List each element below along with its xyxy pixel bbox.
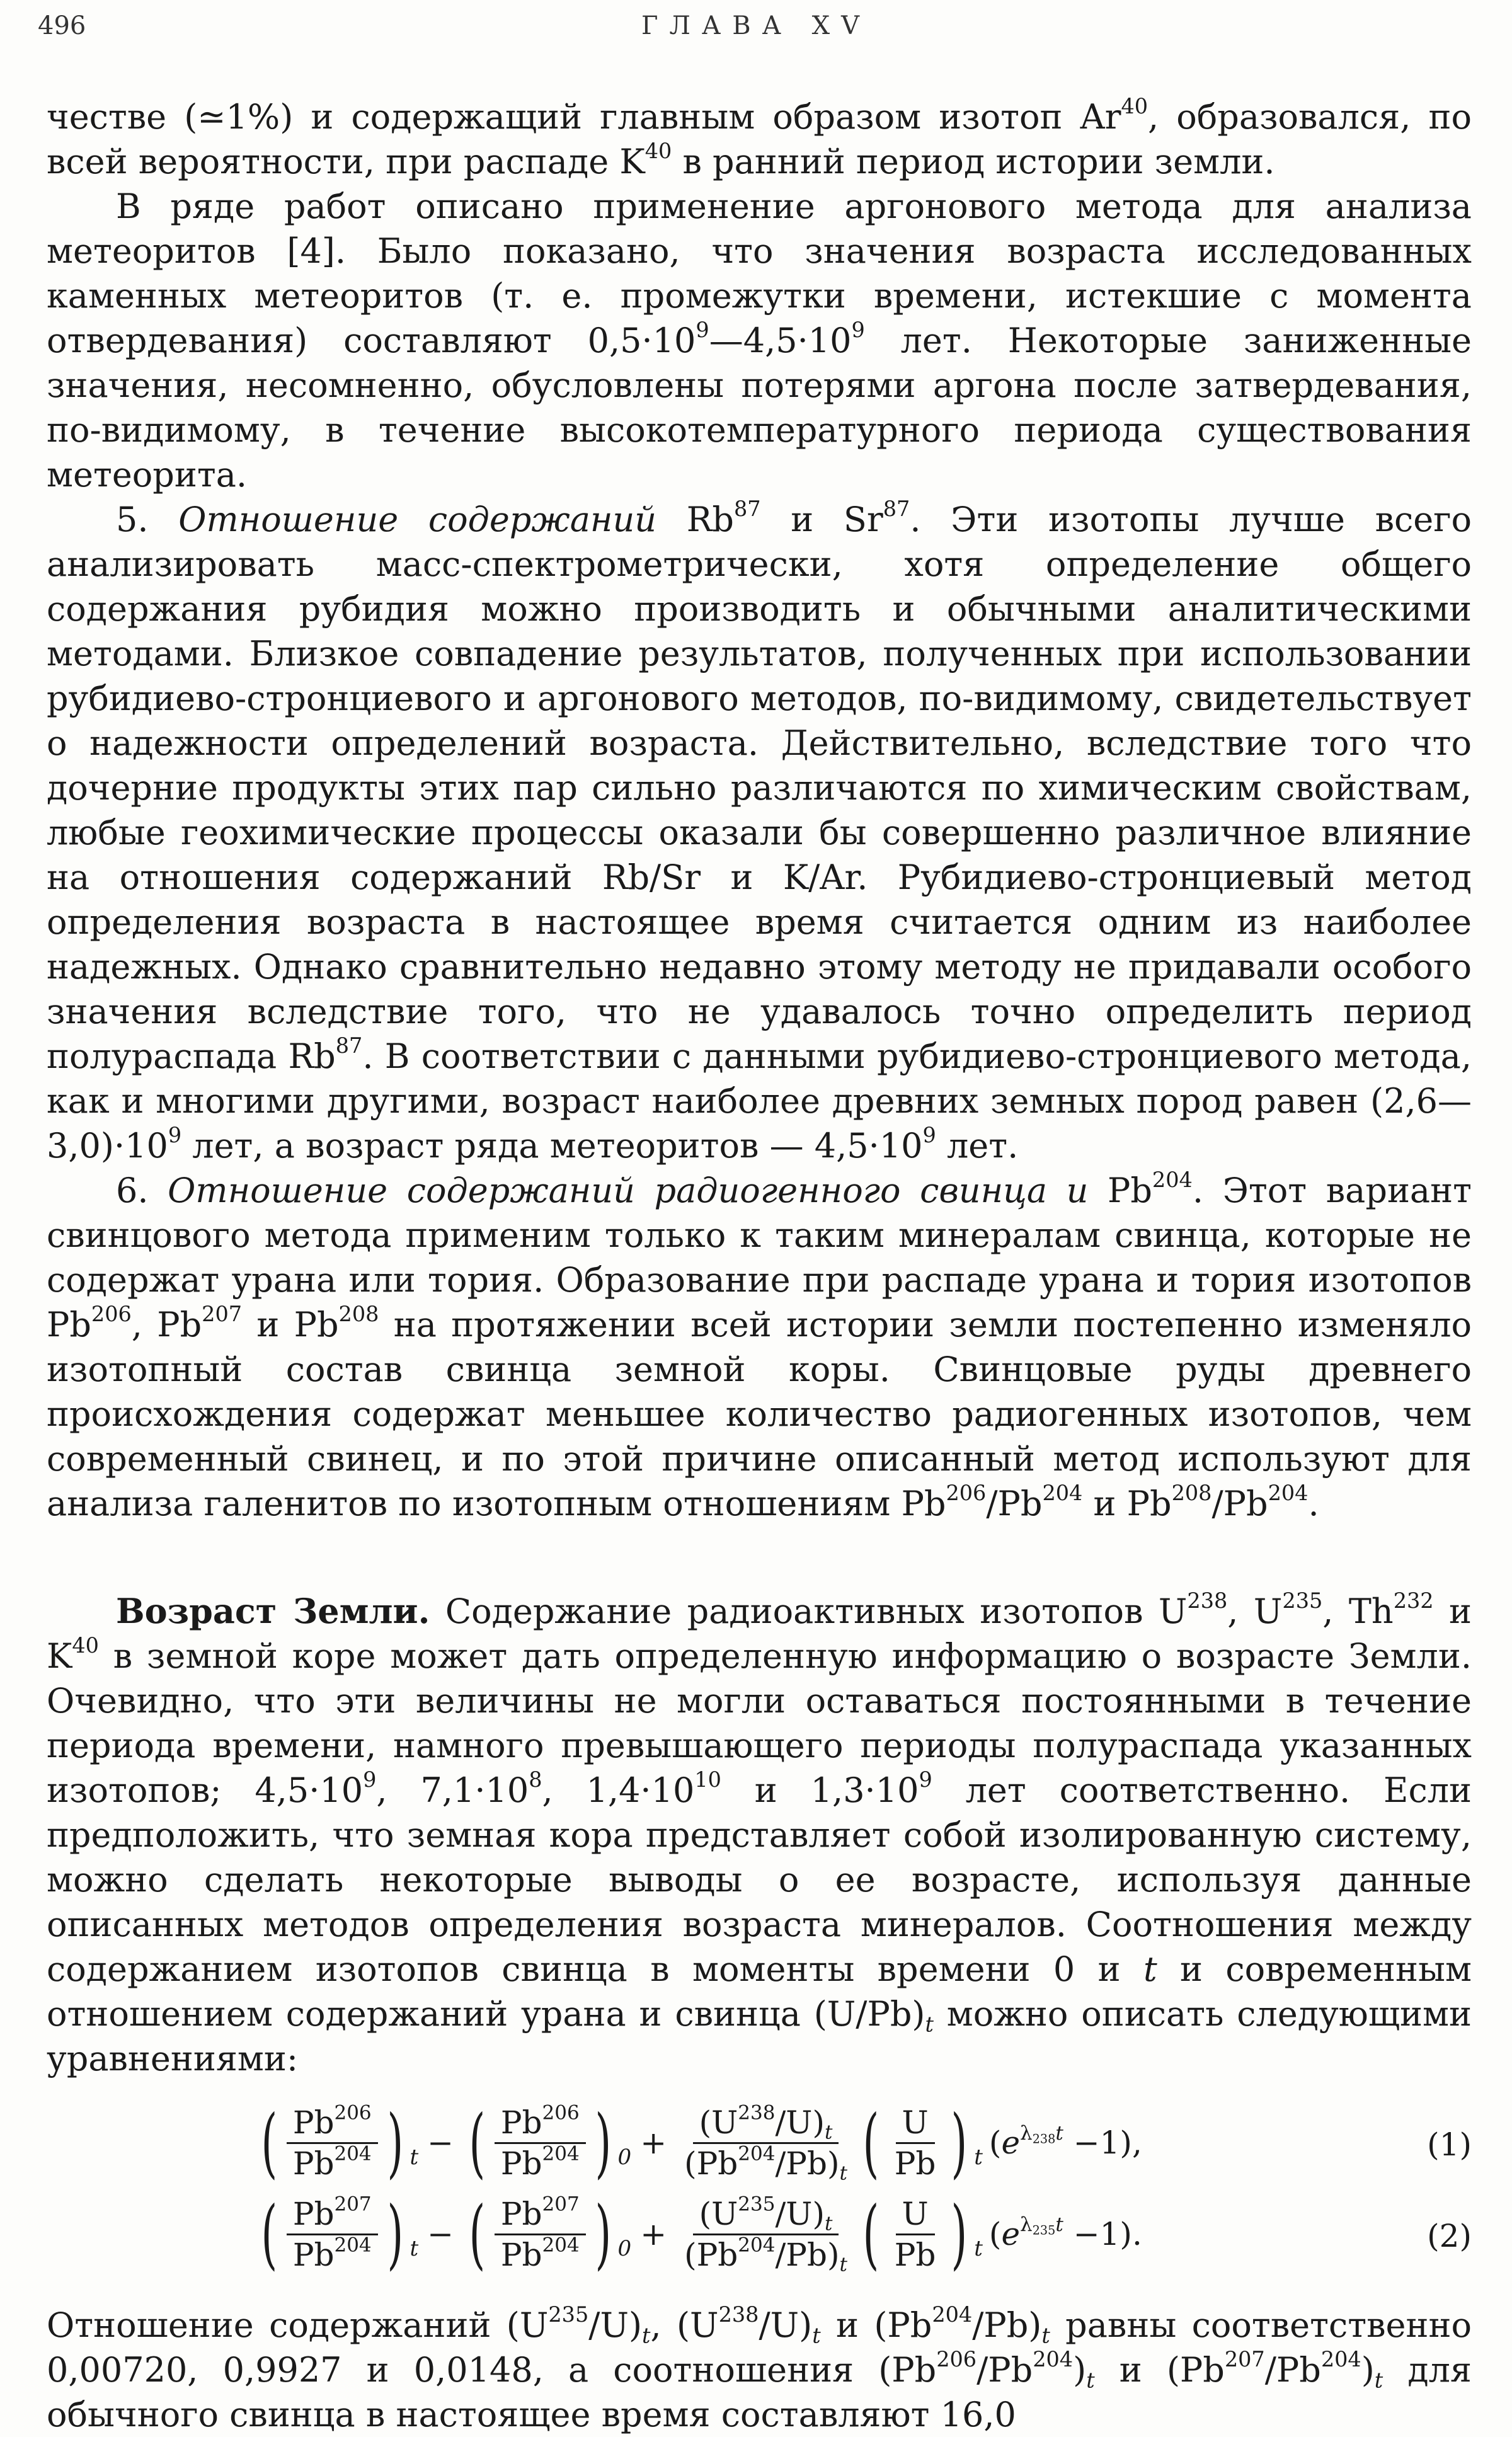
running-header bbox=[38, 11, 1474, 49]
exponential-term: $(e^{\lambda_{238}t} -1)$ bbox=[988, 2121, 1132, 2161]
u-pb-ratio: $\frac{U}{Pb}$ bbox=[894, 2104, 936, 2182]
lead-ratio: $\frac{Pb^{207}}{Pb^{204}}$ bbox=[495, 2196, 586, 2273]
lead-ratio: $\frac{Pb^{206}}{Pb^{204}}$ bbox=[495, 2104, 586, 2182]
equation-2 bbox=[47, 2189, 1472, 2280]
uranium-lead-coefficient: $\frac{(U^{238}/U)_t}{(Pb^{204}/Pb)_t}$ bbox=[684, 2101, 847, 2185]
equations bbox=[47, 2097, 1472, 2280]
body-text bbox=[47, 95, 1472, 2437]
equation-expression: ( $\frac{Pb^{206}}{Pb^{204}}$ ) t − ( $\frac{Pb^{206}}{Pb^{204}}$ ) 0 + $\frac{(U^{238}/U)_t}{(Pb^{204}/Pb)_t}$ ( $\frac{U}{Pb}$ ) t $(e^{\lambda_{238}t} -1)$ , bbox=[261, 2099, 1142, 2187]
equation-expression: ( $\frac{Pb^{207}}{Pb^{204}}$ ) t − ( $\frac{Pb^{207}}{Pb^{204}}$ ) 0 + $\frac{(U^{235}/U)_t}{(Pb^{204}/Pb)_t}$ ( $\frac{U}{Pb}$ ) t $(e^{\lambda_{235}t} -1)$ . bbox=[261, 2190, 1142, 2278]
lead-ratio: $\frac{Pb^{207}}{Pb^{204}}$ bbox=[287, 2196, 378, 2273]
u-pb-ratio: $\frac{U}{Pb}$ bbox=[894, 2196, 936, 2273]
section-title-rb-sr: Отношение содержаний bbox=[178, 500, 657, 539]
uranium-lead-coefficient: $\frac{(U^{235}/U)_t}{(Pb^{204}/Pb)_t}$ bbox=[684, 2193, 847, 2276]
equation-number: (2) bbox=[1427, 2218, 1472, 2254]
paragraph-ratios: Отношение содержаний $(U^{235}/U)_t$, $(U^{238}/U)_t$ и $(Pb^{204}/Pb)_t$ равны соответственно 0,00720, 0,9927 и 0,0148, а соотношения $(Pb^{206}/Pb^{204})_t$ и $(Pb^{207}/Pb^{204})_t$ для обычного свинца в настоящее время составляют 16,0 bbox=[47, 2302, 1472, 2434]
paragraph-1: честве (≃1%) и содержащий главным образом изотоп Ar$^{40}$, образовался, по всей вероятности, при распаде $K^{40}$ в ранний период истории земли. bbox=[47, 93, 1472, 181]
equation-1 bbox=[47, 2097, 1472, 2189]
page-number: 496 bbox=[38, 11, 86, 40]
section-heading-earth-age: Возраст Земли. bbox=[116, 1591, 430, 1631]
equation-number: (1) bbox=[1427, 2126, 1472, 2163]
section-title-radiogenic-lead: Отношение содержаний радиогенного свинца и bbox=[168, 1171, 1089, 1210]
lead-ratio: $\frac{Pb^{206}}{Pb^{204}}$ bbox=[287, 2104, 378, 2182]
paragraph-2: В ряде работ описано применение аргонового метода для анализа метеоритов [4]. Было показано, что значения возраста исследованных каменных метеоритов (т. е. промежутки времени, истекшие с момента отвердевания) составляют $0,5\cdot 10^9—4,5\cdot 10^9$ лет. Некоторые заниженные значения, несомненно, обусловлены потерями аргона после затвердевания, по-видимому, в течение высокотемпературного периода существования метеорита. bbox=[47, 186, 1472, 495]
paragraph-earth-age: Возраст Земли. Содержание радиоактивных изотопов $U^{238}$, $U^{235}$, Th$^{232}$ и $K^{40}$ в земной коре может дать определенную информацию о возрасте Земли. Очевидно, что эти величины не могли оставаться постоянными в течение периода времени, намного превышающего периоды полураспада указанных изотопов; $4,5\cdot 10^9$, $7,1\cdot 10^8$, $1,4\cdot 10^{10}$ и $1,3\cdot 10^9$ лет соответственно. Если предположить, что земная кора представляет собой изолированную систему, можно сделать некоторые выводы о ее возрасте, используя данные описанных методов определения возраста минералов. Соотношения между содержанием изотопов свинца в моменты времени 0 и t и современным отношением содержаний урана и свинца $(U/Pb)_t$ можно описать следующими уравнениями: bbox=[47, 1588, 1472, 2079]
paragraph-radiogenic-lead: 6. Отношение содержаний радиогенного свинца и Pb$^{204}$. Этот вариант свинцового метода применим только к таким минералам свинца, которые не содержат урана или тория. Образование при распаде урана и тория изотопов Pb$^{206}$, Pb$^{207}$ и Pb$^{208}$ на протяжении всей истории земли постепенно изменяло изотопный состав свинца земной коры. Свинцовые руды древнего происхождения содержат меньшее количество радиогенных изотопов, чем современный свинец, и по этой причине описанный метод используют для анализа галенитов по изотопным отношениям Pb$^{206}$/Pb$^{204}$ и Pb$^{208}$/Pb$^{204}$. bbox=[47, 1167, 1472, 1523]
paragraph-rb-sr: 5. Отношение содержаний Rb$^{87}$ и Sr$^{87}$. Эти изотопы лучше всего анализировать масс-спектрометрически, хотя определение общего содержания рубидия можно производить и обычными аналитическими методами. Близкое совпадение результатов, полученных при использовании рубидиево-стронциевого и аргонового методов, по-видимому, свидетельствует о надежности определений возраста. Действительно, вследствие того что дочерние продукты этих пар сильно различаются по химическим свойствам, любые геохимические процессы оказали бы совершенно различное влияние на отношения содержаний Rb/Sr и K/Ar. Рубидиево-стронциевый метод определения возраста в настоящее время считается одним из наиболее надежных. Однако сравнительно недавно этому методу не придавали особого значения вследствие того, что не удавалось точно определить период полураспада Rb$^{87}$. В соответствии с данными рубидиево-стронциевого метода, как и многими другими, возраст наиболее древних земных пород равен $(2,6—3,0)\cdot 10^9$ лет, а возраст ряда метеоритов — $4,5\cdot 10^9$ лет. bbox=[47, 496, 1472, 1166]
chapter-title: ГЛАВА XV bbox=[641, 11, 871, 40]
exponential-term: $(e^{\lambda_{235}t} -1)$ bbox=[988, 2213, 1132, 2252]
